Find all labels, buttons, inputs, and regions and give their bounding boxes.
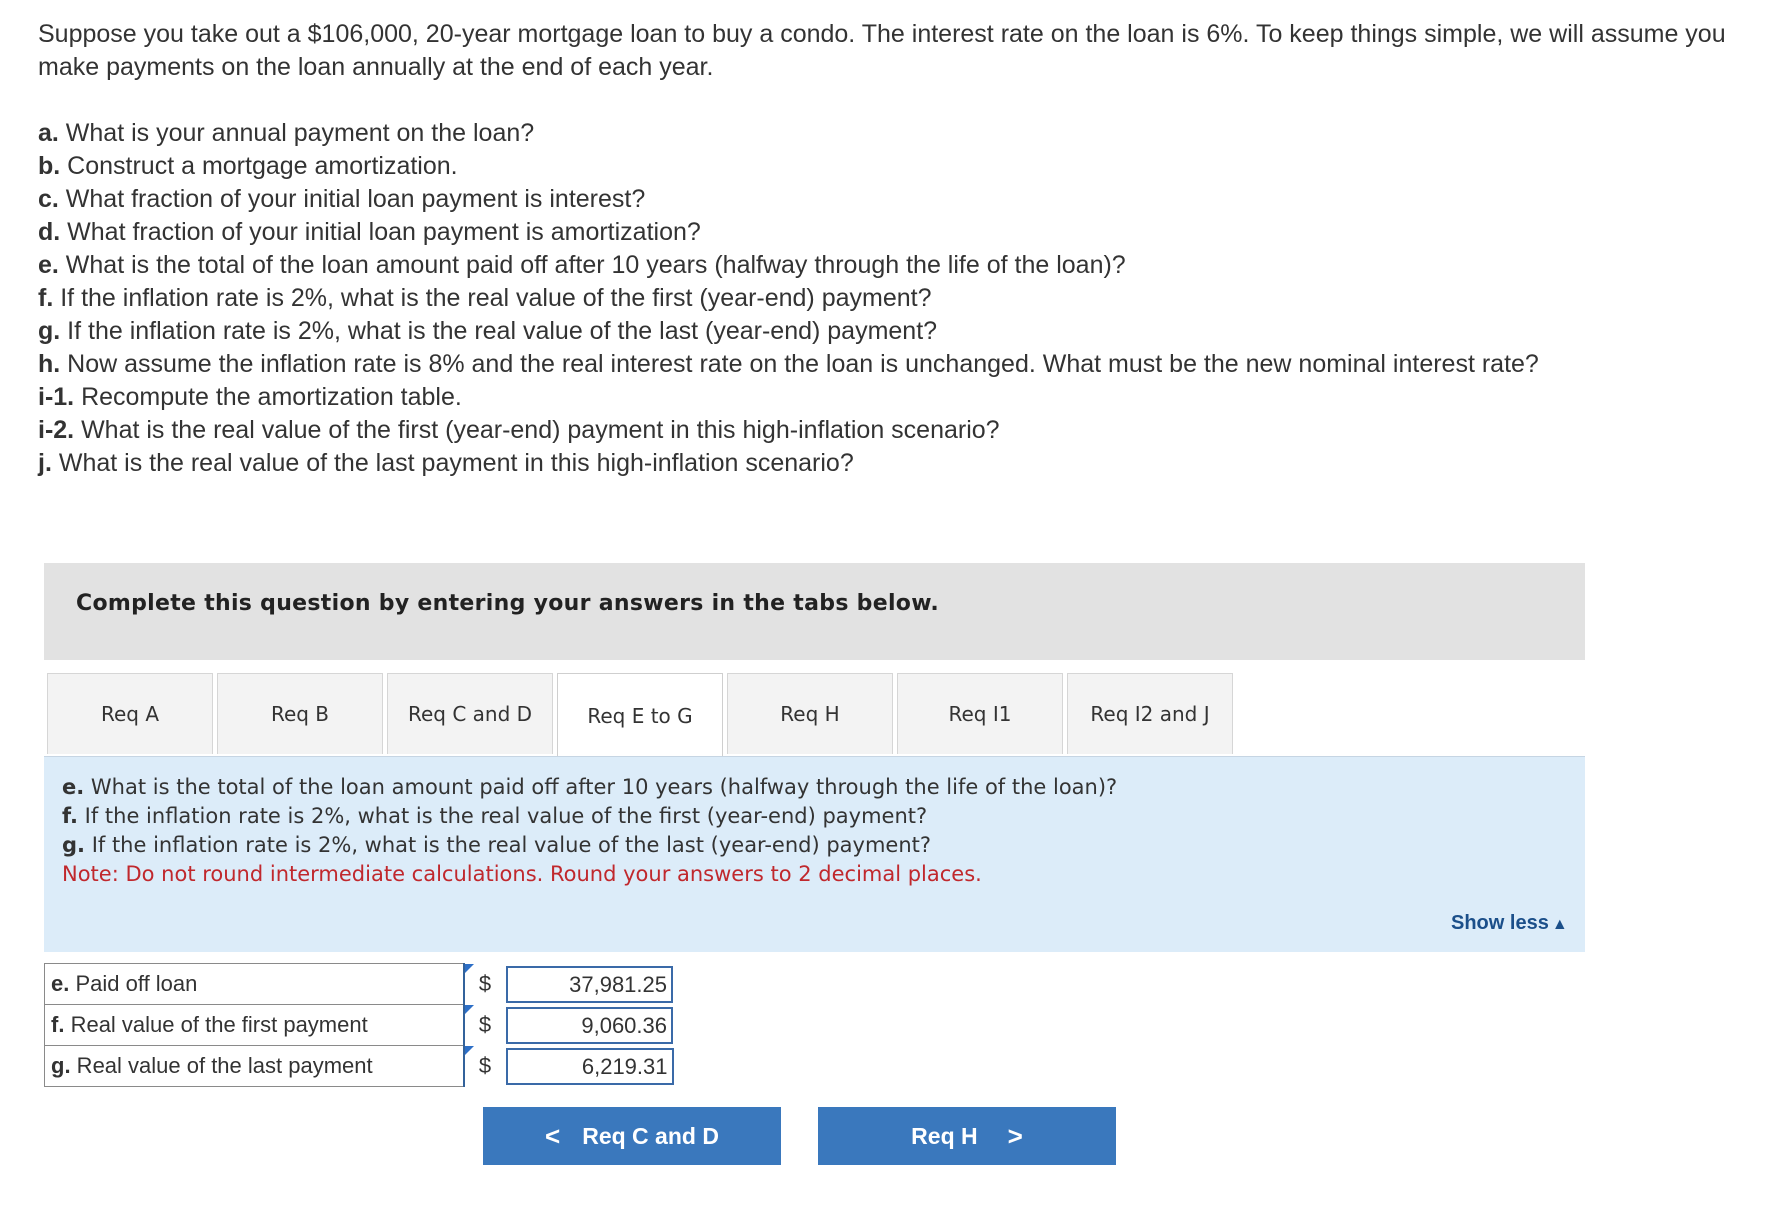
next-req-label: Req H [911,1122,978,1149]
answer-label-g: g. Real value of the last payment [45,1046,464,1087]
tab-req-a[interactable]: Req A [47,673,213,754]
problem-part-g: g. If the inflation rate is 2%, what is the real value of the last (year-end) payment? [38,317,938,345]
tab-req-b[interactable]: Req B [217,673,383,754]
chevron-right-icon: > [1007,1120,1023,1151]
problem-part-h: h. Now assume the inflation rate is 8% and the real interest rate on the loan is unchanged. What must be the new nominal interest rate? [38,350,1539,378]
answer-row-g [45,1046,674,1087]
tab-req-i2-and-j[interactable]: Req I2 and J [1067,673,1233,754]
instructions-text: Complete this question by entering your answers in the tabs below. [76,591,940,616]
question-panel [44,757,1585,952]
currency-symbol: $ [464,1046,506,1087]
problem-parts [38,117,1738,480]
problem-part-e: e. What is the total of the loan amount paid off after 10 years (halfway through the life of the loan)? [38,251,1126,279]
currency-symbol: $ [464,964,506,1005]
triangle-up-icon: ▲ [1551,916,1568,933]
problem-part-j: j. What is the real value of the last payment in this high-inflation scenario? [38,449,854,477]
panel-question-f: f. If the inflation rate is 2%, what is the real value of the first (year-end) payment? [62,804,928,828]
answer-row-e [45,964,674,1005]
tab-req-e-to-g[interactable]: Req E to G [557,673,723,757]
real-value-first-payment-input[interactable]: 9,060.36 [506,1007,674,1044]
show-less-label: Show less [1451,912,1549,934]
panel-question-g: g. If the inflation rate is 2%, what is the real value of the last (year-end) payment? [62,833,932,857]
problem-part-d: d. What fraction of your initial loan payment is amortization? [38,218,701,246]
real-value-last-payment-input[interactable]: 6,219.31 [506,1048,674,1085]
panel-note: Note: Do not round intermediate calculations. Round your answers to 2 decimal places. [62,862,982,886]
answer-label-e: e. Paid off loan [45,964,464,1005]
requirement-tabs [47,673,1585,757]
prev-req-button[interactable] [483,1107,781,1165]
prev-req-label: Req C and D [582,1122,719,1149]
currency-symbol: $ [464,1005,506,1046]
panel-question-e: e. What is the total of the loan amount paid off after 10 years (halfway through the life of the loan)? [62,775,1118,799]
problem-part-i2: i-2. What is the real value of the first (year-end) payment in this high-inflation scenario? [38,416,1000,444]
problem-part-c: c. What fraction of your initial loan payment is interest? [38,185,646,213]
problem-statement [38,18,1738,480]
problem-part-b: b. Construct a mortgage amortization. [38,152,458,180]
answer-row-f [45,1005,674,1046]
tab-req-h[interactable]: Req H [727,673,893,754]
instructions-bar [44,563,1585,660]
chevron-left-icon: < [545,1120,561,1151]
answer-table [44,963,674,1087]
tab-req-i1[interactable]: Req I1 [897,673,1063,754]
show-less-link[interactable] [1451,912,1568,935]
answer-label-f: f. Real value of the first payment [45,1005,464,1046]
problem-part-f: f. If the inflation rate is 2%, what is the real value of the first (year-end) payment? [38,284,932,312]
problem-part-i1: i-1. Recompute the amortization table. [38,383,462,411]
problem-part-a: a. What is your annual payment on the loan? [38,119,535,147]
tab-req-c-and-d[interactable]: Req C and D [387,673,553,754]
next-req-button[interactable] [818,1107,1116,1165]
problem-intro: Suppose you take out a $106,000, 20-year mortgage loan to buy a condo. The interest rate on the loan is 6%. To keep things simple, we will assume you make payments on the loan annually at the end of each year. [38,20,1726,81]
paid-off-loan-input[interactable]: 37,981.25 [506,966,674,1003]
